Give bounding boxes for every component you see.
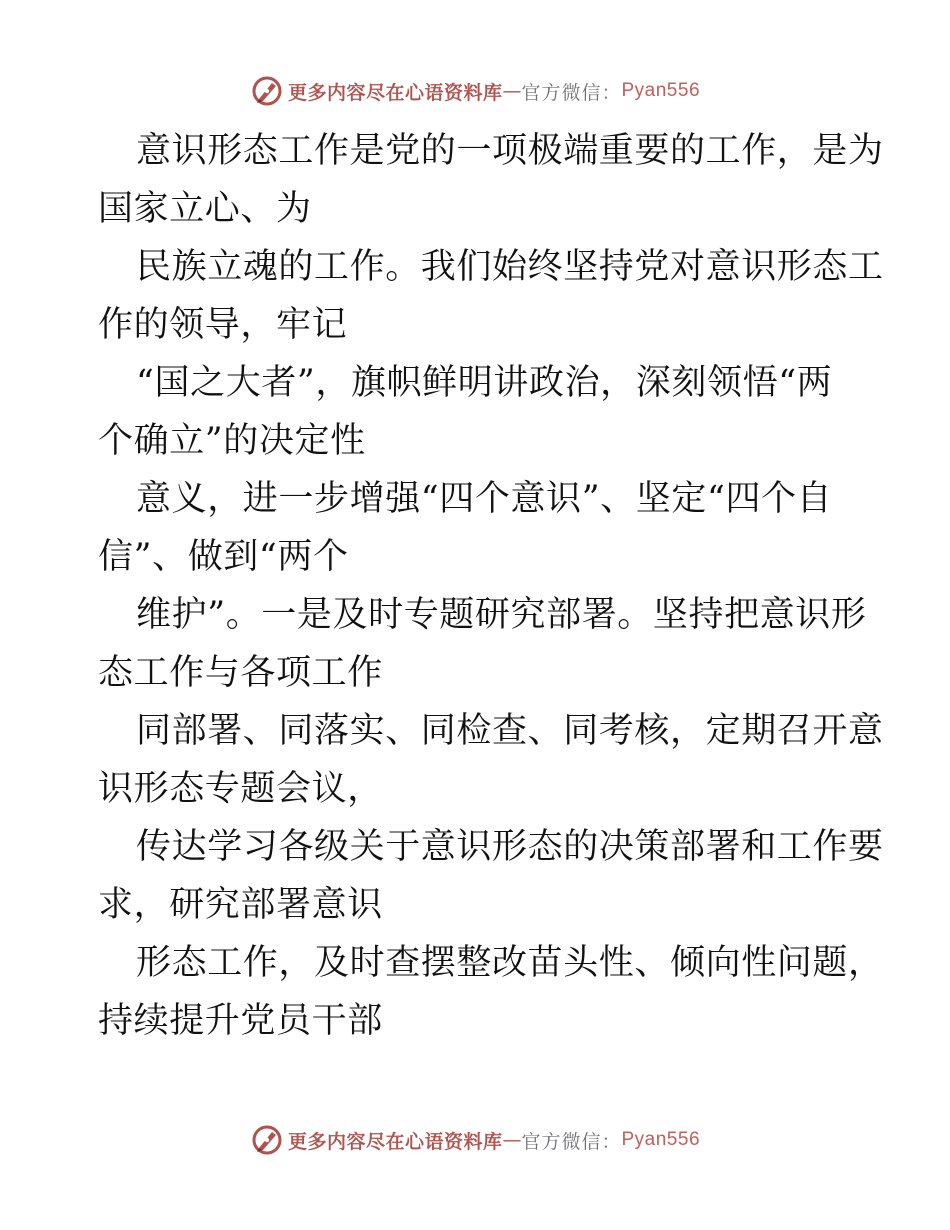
paragraph-4 (98, 470, 858, 586)
paragraph-1 (98, 122, 884, 238)
paragraph-line: 持续提升党员干部 (98, 1001, 383, 1041)
paragraph-line: 作的领导，牢记 (98, 305, 348, 345)
paragraph-line: 国家立心、为 (98, 189, 312, 229)
paragraph-7 (98, 818, 884, 934)
paragraph-line: 传达学习各级关于意识形态的决策部署和工作要 (136, 827, 884, 867)
header-site-text: 更多内容尽在心语资料库 (287, 81, 503, 104)
paragraph-line: 信”、做到“两个 (98, 537, 349, 577)
paragraph-2 (98, 238, 884, 354)
red-pen-logo-icon (250, 74, 284, 108)
footer-official-label: 官方微信： (521, 1130, 622, 1153)
red-pen-logo-icon (250, 1123, 284, 1157)
paragraph-line: 个确立”的决定性 (98, 421, 366, 461)
paragraph-line: 求，研究部署意识 (98, 885, 383, 925)
header-wechat-id: Pyan556 (621, 80, 701, 101)
paragraph-line: 态工作与各项工作 (98, 653, 383, 693)
paragraph-line: 形态工作，及时查摆整改苗头性、倾向性问题， (136, 943, 884, 983)
footer-dash: — (502, 1129, 522, 1151)
header-dash: — (502, 80, 522, 102)
paragraph-line: 同部署、同落实、同检查、同考核，定期召开意 (136, 711, 884, 751)
paragraph-line: 维护”。一是及时专题研究部署。坚持把意识形 (136, 595, 867, 635)
document-body (98, 122, 884, 1050)
header-official-label: 官方微信： (521, 81, 622, 104)
paragraph-5 (98, 586, 867, 702)
paragraph-3 (98, 354, 858, 470)
paragraph-6 (98, 702, 884, 818)
footer-site-text: 更多内容尽在心语资料库 (287, 1130, 503, 1153)
paragraph-line: 意义，进一步增强“四个意识”、坚定“四个自 (136, 479, 833, 519)
paragraph-line: 意识形态工作是党的一项极端重要的工作，是为 (136, 131, 884, 171)
footer-wechat-id: Pyan556 (621, 1129, 701, 1150)
paragraph-line: 识形态专题会议， (98, 769, 383, 809)
paragraph-8 (98, 934, 884, 1050)
paragraph-line: “国之大者”，旗帜鲜明讲政治，深刻领悟“两 (136, 363, 833, 403)
paragraph-line: 民族立魂的工作。我们始终坚持党对意识形态工 (136, 247, 884, 287)
header-banner (0, 71, 950, 111)
footer-banner (0, 1120, 950, 1160)
